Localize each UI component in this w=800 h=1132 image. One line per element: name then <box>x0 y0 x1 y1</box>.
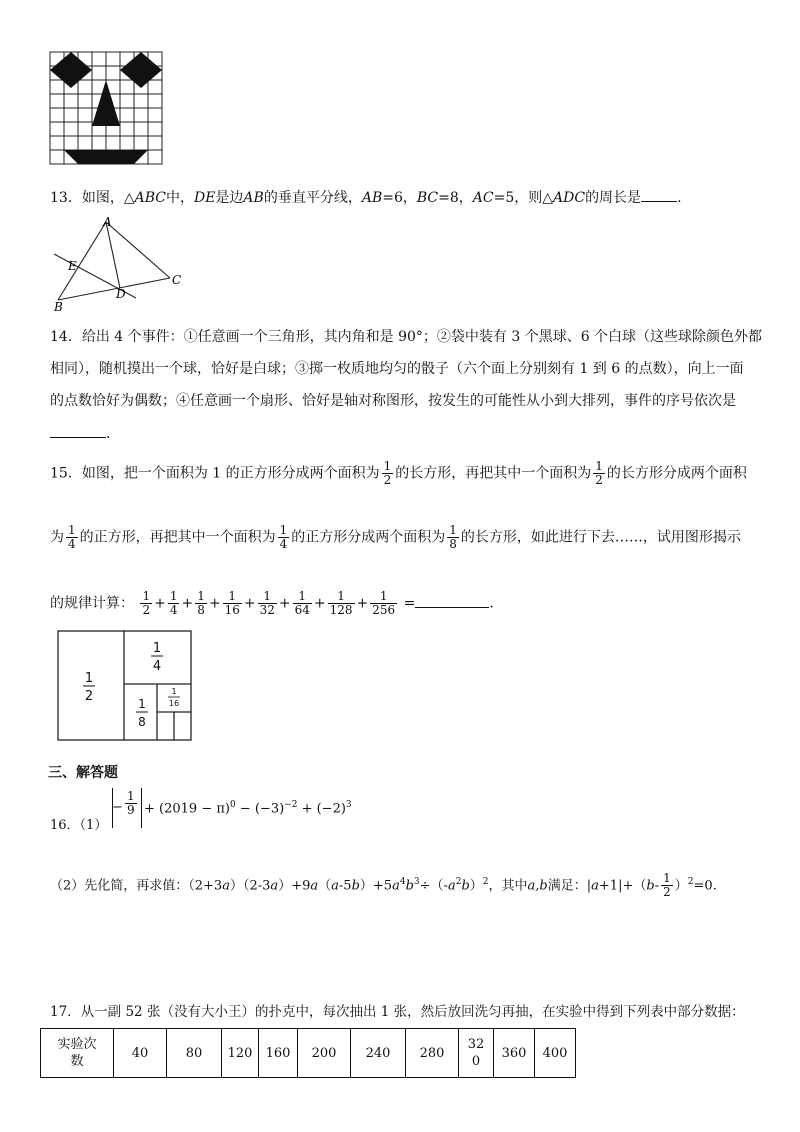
sum-term: $\frac{1}{2}$ <box>142 589 151 617</box>
fig-eighth-num: 1 <box>138 697 146 711</box>
q14-answer-blank[interactable] <box>50 423 106 438</box>
table-cell: 80 <box>167 1029 222 1078</box>
triangle-abc-figure <box>50 214 190 314</box>
q15-line2: 为 $\frac{1}{4}$ 的正方形，再把其中一个面积为 $\frac{1}{4}$ 的正方形分成两个面积为 $\frac{1}{8}$ 的长方形，如此进行下去……，试用图形揭示 <box>50 523 741 551</box>
table-cell: 32 0 <box>459 1029 494 1078</box>
sum-term: $\frac{1}{16}$ <box>224 589 240 617</box>
fraction-half: $\frac{1}{2}$ <box>383 459 392 487</box>
label-d: D <box>116 287 126 301</box>
fig-half-den: 2 <box>84 689 94 704</box>
q13-text: 13．如图，△ABC中，DE是边AB的垂直平分线，AB=6，BC=8，AC=5，则△ADC的周长是 . <box>50 187 682 208</box>
square-division-figure <box>57 630 193 742</box>
right-eye-diamond <box>120 52 162 88</box>
grid-face-figure <box>48 50 166 168</box>
q14-line3: 的点数恰好为偶数；④任意画一个扇形、恰好是轴对称图形，按发生的可能性从小到大排列，事件的序号依次是 <box>50 393 736 409</box>
fig-sixteenth-den: 16 <box>168 699 180 708</box>
abs-value-expr: − $\frac{1}{9}$ <box>112 788 142 828</box>
q15-line3: 的规律计算： $\frac{1}{2}$ + $\frac{1}{4}$ + $\frac{1}{8}$ + $\frac{1}{16}$ + $\frac{1}{32}$ + $\frac{1}{64}$ + $\frac{1}{128}$ + $\frac{1}{256}$ = . <box>50 589 494 617</box>
fraction-half: $\frac{1}{2}$ <box>595 459 603 487</box>
sum-term: $\frac{1}{256}$ <box>372 589 396 617</box>
left-eye-diamond <box>50 52 92 88</box>
table-cell: 40 <box>114 1029 167 1078</box>
fig-eighth-den: 8 <box>138 715 146 729</box>
mouth-trapezoid <box>64 150 148 164</box>
q17-text: 17．从一副 52 张（没有大小王）的扑克中，每次抽出 1 张，然后放回洗匀再抽，在实验中得到下列表中部分数据： <box>50 1004 745 1020</box>
fraction-half: $\frac{1}{2}$ <box>663 871 671 900</box>
label-e: E <box>68 259 77 273</box>
section-heading: 三、解答题 <box>48 765 118 781</box>
sum-term: $\frac{1}{128}$ <box>329 589 353 617</box>
q14-line4: . <box>50 423 110 444</box>
table-cell: 200 <box>298 1029 351 1078</box>
table-cell: 120 <box>222 1029 259 1078</box>
sum-term: $\frac{1}{4}$ <box>169 589 178 617</box>
label-c: C <box>172 273 182 287</box>
q14-line2: 相同），随机摸出一个球，恰好是白球；③掷一枚质地均匀的骰子（六个面上分别刻有 1 到 6 的点数），向上一面 <box>50 361 744 377</box>
nose-triangle <box>92 80 120 126</box>
fig-quarter-num: 1 <box>152 641 162 656</box>
fraction-eighth: $\frac{1}{8}$ <box>449 523 457 551</box>
table-cell: 160 <box>259 1029 298 1078</box>
table-cell: 400 <box>535 1029 576 1078</box>
experiment-table <box>40 1028 576 1078</box>
fig-sixteenth-num: 1 <box>171 687 177 696</box>
q14-line1: 14．给出 4 个事件：①任意画一个三角形，其内角和是 90°；②袋中装有 3 个黑球、6 个白球（这些球除颜色外都 <box>50 329 763 345</box>
sum-term: $\frac{1}{8}$ <box>197 589 205 617</box>
table-header-cell: 实验次 数 <box>41 1029 114 1078</box>
sum-term: $\frac{1}{32}$ <box>259 589 275 617</box>
table-cell: 240 <box>351 1029 406 1078</box>
table-row <box>41 1029 576 1078</box>
fig-quarter-den: 4 <box>152 659 162 674</box>
q16-part2: （2）先化简，再求值：$(2+3a)(2-3a)+9a(a-5b)+5a^4b^3\div(-a^2b)^2$，其中a,b满足：|a+1|+（b- $\frac{1}{2}$ ）$^2$=0. <box>50 871 717 900</box>
fraction-quarter: $\frac{1}{4}$ <box>279 523 288 551</box>
q13-answer-blank[interactable] <box>641 187 677 202</box>
q15-answer-blank[interactable] <box>415 593 489 608</box>
table-cell: 360 <box>494 1029 535 1078</box>
q15-line1: 15．如图，把一个面积为 1 的正方形分成两个面积为 $\frac{1}{2}$ 的长方形，再把其中一个面积为 $\frac{1}{2}$ 的长方形分成两个面积 <box>50 459 747 487</box>
sum-term: $\frac{1}{64}$ <box>294 589 310 617</box>
table-cell: 280 <box>406 1029 459 1078</box>
fig-half-num: 1 <box>84 671 94 686</box>
fraction-quarter: $\frac{1}{4}$ <box>68 523 76 551</box>
label-a: A <box>103 215 112 229</box>
label-b: B <box>54 300 63 314</box>
